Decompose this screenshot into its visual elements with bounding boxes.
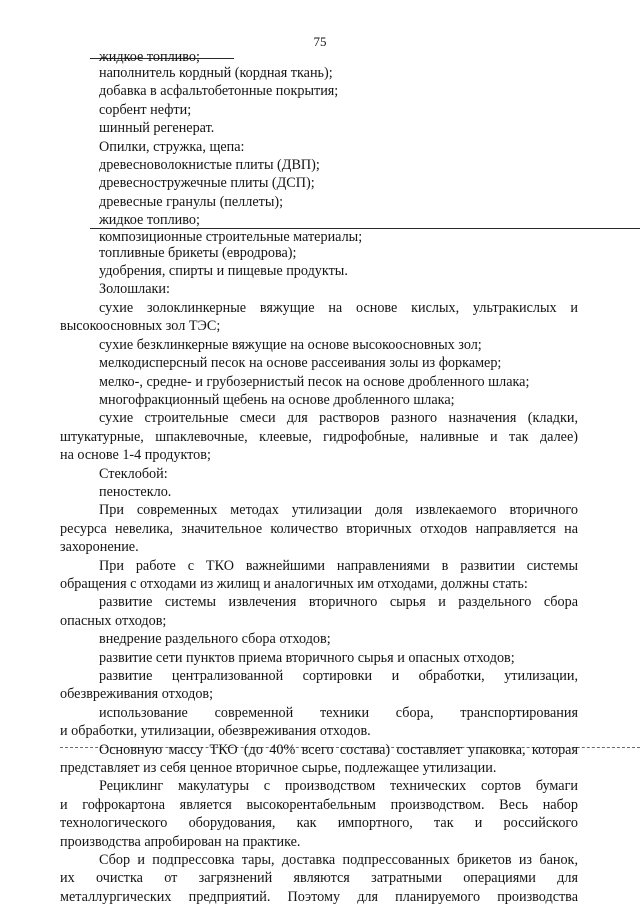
text-line: производства апробирован на практике. (60, 833, 301, 850)
text-line: шинный регенерат. (99, 120, 215, 137)
text-line: наполнитель кордный (кордная ткань); (99, 65, 333, 81)
text-line: ресурса невелика, значительное количество вторичных отходов направляется на (60, 520, 578, 537)
text-line: Золошлаки: (99, 281, 170, 298)
text-line: мелкодисперсный песок на основе рассеивания золы из форкамер; (99, 355, 502, 372)
text-line: многофракционный щебень на основе дробленного шлака; (99, 391, 455, 408)
text-line: Основную массу ТКО (до 40% всего состава) составляет упаковка, которая (99, 741, 578, 758)
text-line: древесные гранулы (пеллеты); (99, 193, 284, 210)
text-line: и гофрокартона является высокорентабельным производством. Весь набор (60, 796, 578, 813)
text-line: опасных отходов; (60, 612, 167, 629)
text-line: внедрение раздельного сбора отходов; (99, 631, 331, 648)
page-number: 75 (313, 34, 327, 49)
text-line: представляет из себя ценное вторичное сырье, подлежащее утилизации. (60, 760, 497, 777)
text-line: и обработки, утилизации, обезвреживания отходов. (60, 723, 371, 740)
text-line: технологического оборудования, как импортного, так и российского (60, 815, 578, 832)
text-line: Стеклобой: (99, 465, 168, 482)
text-line: на основе 1-4 продуктов; (60, 447, 211, 464)
text-line: обезвреживания отходов; (60, 686, 214, 703)
document-body (60, 50, 578, 906)
text-line: сорбент нефти; (99, 101, 192, 118)
text-line: пеностекло. (99, 483, 172, 500)
text-line: мелко-, средне- и грубозернистый песок на основе дробленного шлака; (99, 373, 530, 390)
text-line: древесноволокнистые плиты (ДВП); (99, 157, 320, 174)
text-line: При современных методах утилизации доля извлекаемого вторичного (99, 502, 578, 519)
text-line: их очистка от загрязнений являются затратными операциями для (60, 870, 578, 887)
text-line: развитие централизованной сортировки и обработки, утилизации, (99, 668, 578, 684)
text-line: Сбор и подпрессовка тары, доставка подпрессованных брикетов из банок, (99, 852, 578, 869)
text-line: древесностружечные плиты (ДСП); (99, 175, 315, 192)
text-line: удобрения, спирты и пищевые продукты. (99, 263, 348, 280)
text-line: жидкое топливо; (99, 49, 200, 65)
text-line: использование современной техники сбора, транспортирования (99, 704, 578, 721)
text-line: Рециклинг макулатуры с производством технических сортов бумаги (99, 778, 578, 795)
text-line: Опилки, стружка, щепа: (99, 138, 245, 155)
text-line: При работе с ТКО важнейшими направлениями в развитии системы (99, 557, 578, 574)
text-line: высокоосновных зол ТЭС; (60, 318, 221, 335)
text-line: захоронение. (60, 539, 139, 556)
text-line: развитие сети пунктов приема вторичного сырья и опасных отходов; (99, 649, 515, 666)
text-line: сухие строительные смеси для растворов разного назначения (кладки, (99, 410, 578, 427)
text-line: топливные брикеты (евродрова); (99, 244, 297, 261)
text-line: развитие системы извлечения вторичного сырья и раздельного сбора (99, 594, 578, 611)
text-line: жидкое топливо; (99, 212, 200, 229)
text-line: сухие золоклинкерные вяжущие на основе кислых, ультракислых и (99, 299, 578, 316)
text-line: штукатурные, шпаклевочные, клеевые, гидрофобные, наливные и так далее) (60, 428, 578, 445)
text-line: сухие безклинкерные вяжущие на основе высокоосновных зол; (99, 336, 482, 353)
text-line: металлургических предприятий. Поэтому для планируемого производства (60, 888, 578, 905)
text-line: добавка в асфальтобетонные покрытия; (99, 83, 339, 100)
text-line: композиционные строительные материалы; (99, 228, 363, 245)
text-line: обращения с отходами из жилищ и аналогичных им отходами, должны стать: (60, 575, 528, 592)
